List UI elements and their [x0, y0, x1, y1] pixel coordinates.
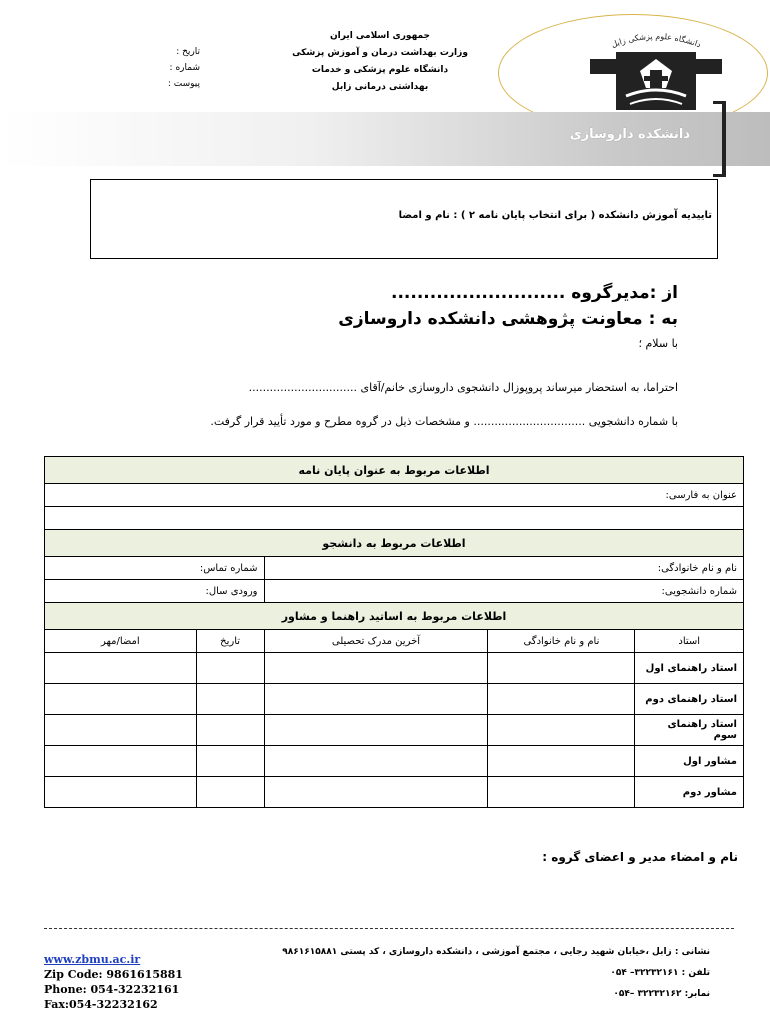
faculty-title: دانشکده داروسازی [569, 127, 690, 142]
student-name-field[interactable] [264, 557, 744, 580]
footer-phone: Phone: 054-32232161 [44, 983, 180, 996]
footer-fax-fa: نمابر: ۳۲۲۳۲۱۶۲ –۰۵۴ [613, 989, 710, 999]
header-line-ministry: وزارت بهداشت درمان و آموزش پزشکی [292, 48, 468, 58]
banner-bracket [722, 101, 726, 177]
advisor-name-cell[interactable] [488, 715, 635, 746]
student-section-header: اطلاعات مربوط به دانشجو [45, 530, 744, 557]
advisor-signature-cell[interactable] [45, 777, 197, 808]
advisor-role-1: استاد راهنمای اول [635, 653, 744, 684]
footer-divider [44, 928, 734, 929]
website-link[interactable]: www.zbmu.ac.ir [44, 953, 141, 966]
header-line-services: بهداشتی درمانی زابل [331, 82, 429, 92]
footer-fax: Fax:054-32232162 [44, 998, 158, 1011]
meta-attachment-label: پیوست : [167, 79, 200, 89]
header-line-university: دانشگاه علوم پزشکی و خدمات [311, 65, 449, 75]
student-number-label: شماره دانشجویی: [661, 585, 737, 597]
header-titles [280, 28, 480, 96]
advisor-signature-cell[interactable] [45, 653, 197, 684]
footer-zip: Zip Code: 9861615881 [44, 968, 183, 981]
advisor-role-3: استاد راهنمای سوم [635, 715, 744, 746]
letter-greeting: با سلام ؛ [638, 337, 678, 350]
advisor-date-cell[interactable] [196, 746, 264, 777]
advisor-degree-cell[interactable] [264, 684, 488, 715]
meta-number-label: شماره : [169, 63, 200, 73]
column-header-signature: امضا/مهر [45, 630, 197, 653]
student-phone-field[interactable] [45, 557, 265, 580]
advisor-name-cell[interactable] [488, 653, 635, 684]
student-number-field[interactable] [264, 580, 744, 603]
header-line-country: جمهوری اسلامی ایران [329, 31, 431, 41]
footer-address: نشانی : زابل ،خیابان شهید رجایی ، مجتمع آموزشی ، دانشکده داروسازی ، کد پستی ۹۸۶۱۶۱۵۸۸۱ [282, 947, 710, 957]
university-logo [586, 26, 726, 116]
banner-bracket-bottom [713, 174, 723, 177]
advisor-signature-cell[interactable] [45, 715, 197, 746]
letter-meta [150, 44, 200, 92]
persian-title-field[interactable] [45, 484, 744, 507]
table-row [45, 653, 744, 684]
thesis-section-header: اطلاعات مربوط به عنوان پایان نامه [45, 457, 744, 484]
advisor-name-cell[interactable] [488, 684, 635, 715]
svg-text:دانشگاه علوم پزشکی زابل: دانشگاه علوم پزشکی زابل [610, 31, 702, 50]
advisor-degree-cell[interactable] [264, 777, 488, 808]
letter-paragraph-1: احتراما، به استحضار میرساند پروپوزال دانشجوی داروسازی خانم/آقای ............................... [248, 381, 678, 394]
approval-text: تاییدیه آموزش دانشکده ( برای انتخاب پایان نامه ۲ ) : نام و امضا [398, 210, 712, 221]
advisor-date-cell[interactable] [196, 653, 264, 684]
letter-paragraph-2: با شماره دانشجویی ................................ و مشخصات ذیل در گروه مطرح و مورد تأیید قرار گرفت. [210, 415, 678, 428]
advisor-signature-cell[interactable] [45, 746, 197, 777]
entry-year-label: ورودی سال: [205, 585, 258, 597]
student-name-label: نام و نام خانوادگی: [657, 562, 737, 574]
advisor-name-cell[interactable] [488, 777, 635, 808]
info-table [44, 456, 744, 808]
advisor-date-cell[interactable] [196, 777, 264, 808]
table-row [45, 777, 744, 808]
advisor-degree-cell[interactable] [264, 715, 488, 746]
advisor-role-4: مشاور اول [635, 746, 744, 777]
meta-date-label: تاریخ : [176, 47, 200, 57]
advisor-role-5: مشاور دوم [635, 777, 744, 808]
column-header-fullname: نام و نام خانوادگی [488, 630, 635, 653]
column-header-professor: استاد [635, 630, 744, 653]
column-header-date: تاریخ [196, 630, 264, 653]
footer-tel: تلفن : ۳۲۲۳۲۱۶۱– ۰۵۴ [610, 968, 710, 978]
footer-contact-en [44, 952, 183, 1012]
advisor-signature-cell[interactable] [45, 684, 197, 715]
column-header-degree: آخرین مدرک تحصیلی [264, 630, 488, 653]
student-phone-label: شماره تماس: [199, 562, 258, 574]
persian-title-value[interactable] [45, 507, 744, 530]
letter-to: به : معاونت پژوهشی دانشکده داروسازی [338, 309, 678, 329]
advisor-degree-cell[interactable] [264, 653, 488, 684]
advisor-name-cell[interactable] [488, 746, 635, 777]
entry-year-field[interactable] [45, 580, 265, 603]
advisor-date-cell[interactable] [196, 715, 264, 746]
table-row [45, 715, 744, 746]
advisor-degree-cell[interactable] [264, 746, 488, 777]
table-row [45, 684, 744, 715]
committee-signatures-label: نام و امضاء مدیر و اعضای گروه : [542, 850, 738, 864]
table-row [45, 746, 744, 777]
footer-contact-fa [282, 942, 710, 1005]
letter-from: از :مدیرگروه ........................... [391, 283, 678, 303]
advisors-section-header: اطلاعات مربوط به اساتید راهنما و مشاور [45, 603, 744, 630]
persian-title-label: عنوان به فارسی: [665, 489, 737, 501]
advisor-date-cell[interactable] [196, 684, 264, 715]
advisor-role-2: استاد راهنمای دوم [635, 684, 744, 715]
